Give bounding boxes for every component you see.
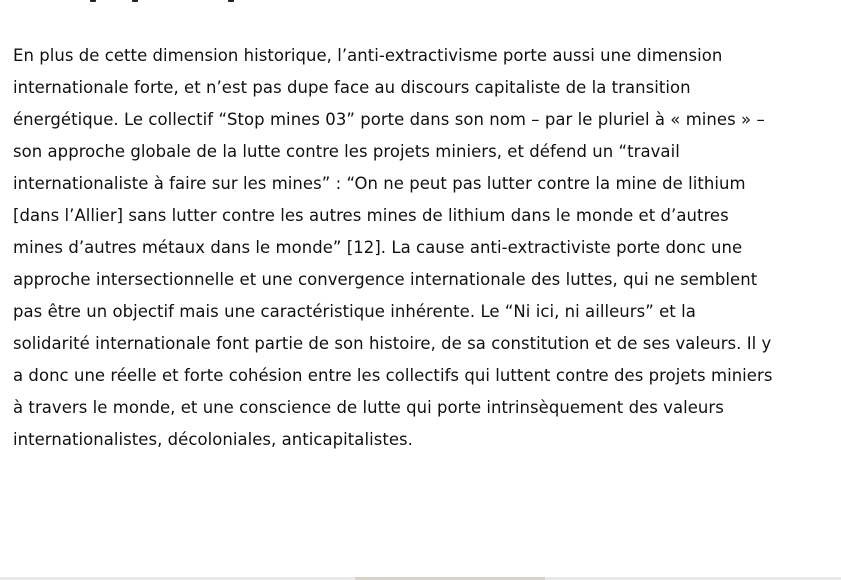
- paragraph-line: internationaliste à faire sur les mines” : “On ne peut pas lutter contre la mine de lithium: [13, 174, 746, 193]
- paragraph-line: énergétique. Le collectif “Stop mines 03” porte dans son nom – par le pluriel à « mines » –: [13, 110, 765, 129]
- paragraph-line: solidarité internationale font partie de son histoire, de sa constitution et de ses valeurs. Il y: [13, 334, 772, 353]
- paragraph-line: mines d’autres métaux dans le monde” [12]. La cause anti-extractiviste porte donc une: [13, 238, 743, 257]
- paragraph-line: approche intersectionnelle et une convergence internationale des luttes, qui ne semblent: [13, 270, 758, 289]
- article-paragraph: [13, 40, 841, 456]
- paragraph-line: internationalistes, décoloniales, anticapitalistes.: [13, 430, 413, 449]
- paragraph-line: [dans l’Allier] sans lutter contre les autres mines de lithium dans le monde et d’autres: [13, 206, 729, 225]
- paragraph-line: pas être un objectif mais une caractéristique inhérente. Le “Ni ici, ni ailleurs” et la: [13, 302, 696, 321]
- paragraph-line: a donc une réelle et forte cohésion entre les collectifs qui luttent contre des projets miniers: [13, 366, 773, 385]
- paragraph-line: à travers le monde, et une conscience de lutte qui porte intrinsèquement des valeurs: [13, 398, 724, 417]
- paragraph-line: internationale forte, et n’est pas dupe face au discours capitaliste de la transition: [13, 78, 691, 97]
- previous-paragraph-fragment: [40, 0, 240, 2]
- paragraph-line: En plus de cette dimension historique, l’anti-extractivisme porte aussi une dimension: [13, 46, 723, 65]
- paragraph-line: son approche globale de la lutte contre les projets miniers, et défend un “travail: [13, 142, 680, 161]
